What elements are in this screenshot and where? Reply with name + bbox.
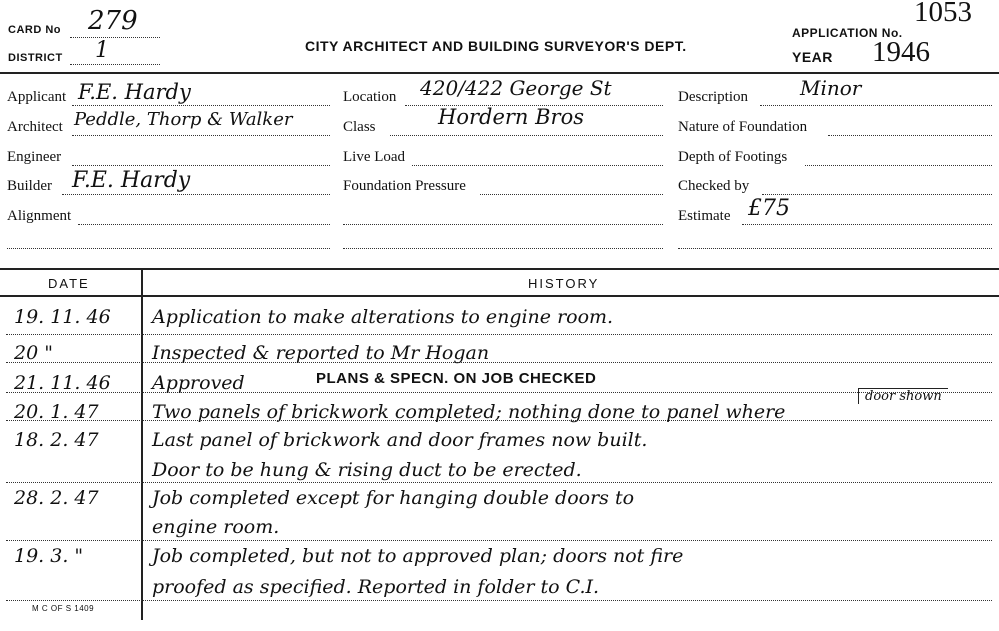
- description-value: Minor: [800, 76, 862, 100]
- history-date: 19. 11. 46: [14, 306, 111, 328]
- architect-value: Peddle, Thorp & Walker: [74, 109, 293, 130]
- history-entry: Job completed except for hanging double doors to: [152, 487, 635, 509]
- history-entry: Door to be hung & rising duct to be erected.: [152, 459, 582, 481]
- card-no-value: 279: [88, 6, 138, 36]
- history-entry: engine room.: [152, 516, 280, 538]
- checked-by-label: Checked by: [678, 178, 750, 194]
- location-value: 420/422 George St: [420, 76, 612, 100]
- estimate-label: Estimate: [678, 208, 731, 224]
- depth-of-footings-label: Depth of Footings: [678, 149, 788, 165]
- year-label: YEAR: [792, 49, 833, 65]
- history-date: 20 ": [14, 342, 53, 364]
- alignment-label: Alignment: [7, 208, 72, 224]
- history-entry: Application to make alterations to engine room.: [152, 306, 614, 328]
- application-number: 1053: [914, 0, 972, 28]
- checked-stamp: PLANS & SPECN. ON JOB CHECKED: [316, 370, 597, 387]
- history-entry: Approved: [152, 372, 245, 394]
- builder-value: F.E. Hardy: [72, 168, 191, 193]
- foundation-pressure-label: Foundation Pressure: [343, 178, 466, 194]
- history-date: 18. 2. 47: [14, 429, 99, 451]
- builder-label: Builder: [7, 178, 52, 194]
- district-value: 1: [95, 38, 109, 63]
- class-value: Hordern Bros: [438, 105, 584, 129]
- history-date: 20. 1. 47: [14, 401, 99, 423]
- dept-title: CITY ARCHITECT AND BUILDING SURVEYOR'S DEPT.: [305, 38, 687, 54]
- history-column-header: HISTORY: [528, 276, 600, 291]
- location-label: Location: [343, 89, 397, 105]
- applicant-value: F.E. Hardy: [78, 80, 191, 104]
- history-entry: Two panels of brickwork completed; nothing done to panel where: [152, 401, 786, 423]
- date-column-header: DATE: [48, 276, 90, 291]
- engineer-label: Engineer: [7, 149, 62, 165]
- estimate-value: £75: [748, 196, 790, 221]
- nature-of-foundation-label: Nature of Foundation: [678, 119, 808, 135]
- live-load-label: Live Load: [343, 149, 406, 165]
- door-shown-note: door shown: [858, 388, 948, 404]
- description-label: Description: [678, 89, 748, 105]
- history-date: 28. 2. 47: [14, 487, 99, 509]
- application-label: APPLICATION No.: [792, 26, 903, 40]
- history-entry: Last panel of brickwork and door frames now built.: [152, 429, 648, 451]
- form-code: M C OF S 1409: [32, 604, 95, 613]
- history-date: 21. 11. 46: [14, 372, 111, 394]
- history-entry: proofed as specified. Reported in folder to C.I.: [152, 576, 600, 598]
- year-value: 1946: [872, 36, 930, 68]
- card-no-label: CARD No: [8, 24, 61, 36]
- history-date: 19. 3. ": [14, 545, 84, 567]
- class-label: Class: [343, 119, 376, 135]
- applicant-label: Applicant: [7, 89, 67, 105]
- district-label: DISTRICT: [8, 52, 63, 64]
- architect-label: Architect: [7, 119, 63, 135]
- history-entry: Inspected & reported to Mr Hogan: [152, 342, 490, 364]
- history-entry: Job completed, but not to approved plan; doors not fire: [152, 545, 684, 567]
